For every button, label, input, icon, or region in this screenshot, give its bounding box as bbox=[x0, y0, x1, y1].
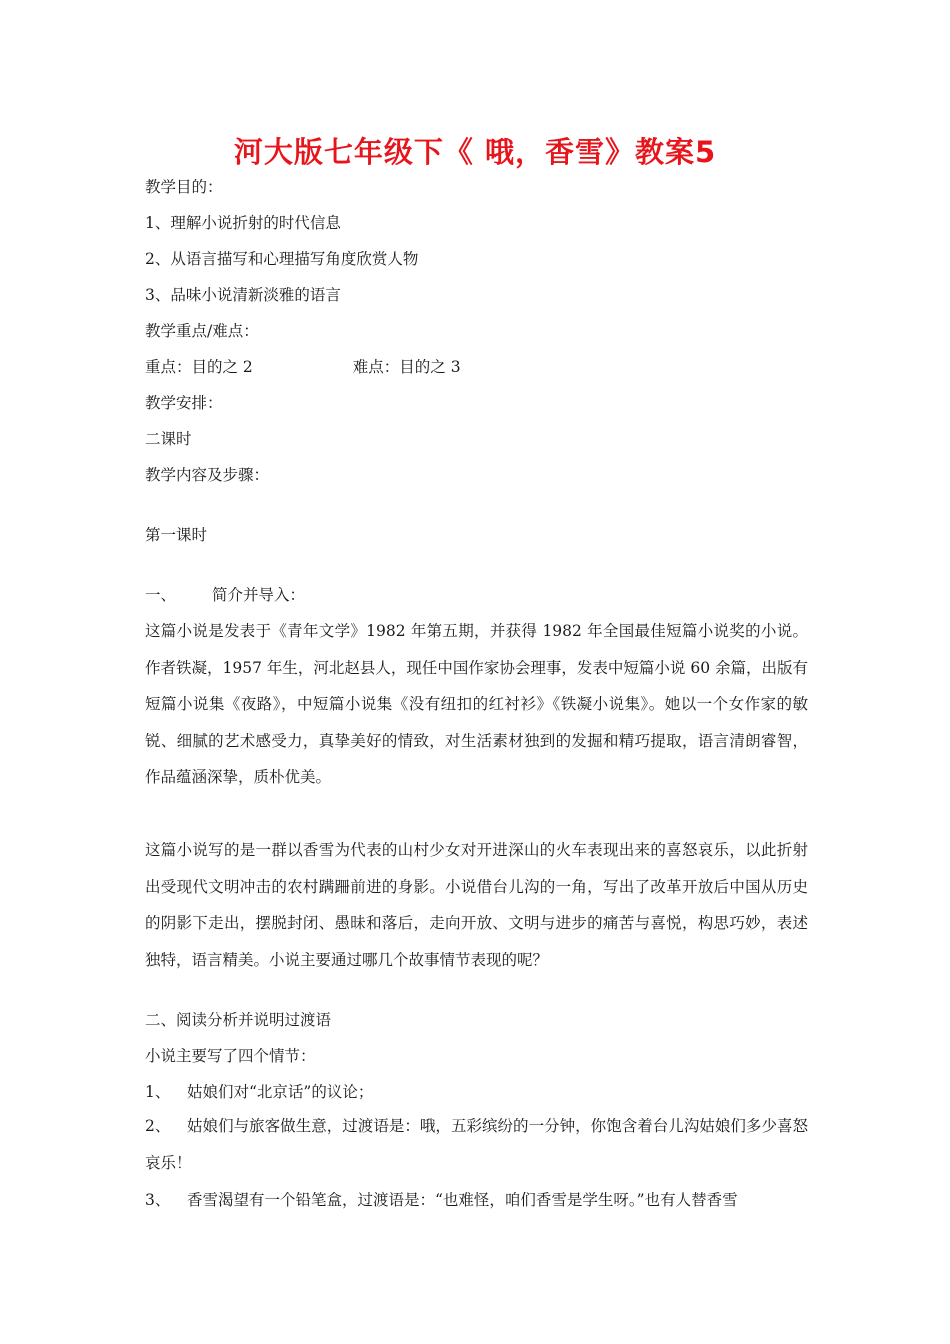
document-title: 河大版七年级下《 哦，香雪》教案5 bbox=[233, 135, 717, 169]
key-points-row bbox=[145, 357, 461, 377]
section1-number: 一、 bbox=[145, 586, 177, 604]
teaching-goals-label: 教学目的： bbox=[145, 178, 223, 196]
list-item-number: 1、 bbox=[145, 1083, 171, 1101]
list-item-number: 2、 bbox=[145, 1117, 171, 1135]
lesson1-heading: 第一课时 bbox=[145, 526, 208, 544]
section2-heading: 二、阅读分析并说明过渡语 bbox=[145, 1011, 332, 1029]
key-point: 重点：目的之 2 bbox=[145, 358, 253, 376]
section1-paragraph-1: 这篇小说是发表于《青年文学》1982 年第五期，并获得 1982 年全国最佳短篇小说奖的小说。作者铁凝，1957 年生，河北赵县人，现任中国作家协会理事，发表中短篇小说 60 余篇，出版有短篇小说集《夜路》，中短篇小说集《没有纽扣的红衬衫》《铁凝小说集》。她以一个女作家的敏锐、细腻的艺术感受力，真挚美好的情致，对生活素材独到的发掘和精巧提取，语言清朗睿智，作品蕴涵深挚，质朴优美。 bbox=[145, 622, 808, 786]
arrangement-value: 二课时 bbox=[145, 430, 192, 448]
section2-intro: 小说主要写了四个情节： bbox=[145, 1047, 316, 1065]
list-item bbox=[145, 1108, 808, 1181]
goal-item-3: 3、品味小说清新淡雅的语言 bbox=[145, 286, 341, 304]
section1-heading bbox=[145, 585, 305, 605]
goal-item-1: 1、理解小说折射的时代信息 bbox=[145, 214, 341, 232]
list-item-number: 3、 bbox=[145, 1191, 171, 1209]
list-item-text: 姑娘们与旅客做生意，过渡语是：哦，五彩缤纷的一分钟，你饱含着台儿沟姑娘们多少喜怒哀乐！ bbox=[145, 1117, 808, 1172]
list-item bbox=[145, 1190, 738, 1210]
list-item-text: 香雪渴望有一个铅笔盒，过渡语是：“也难怪，咱们香雪是学生呀。”也有人替香雪 bbox=[187, 1191, 738, 1209]
difficult-point: 难点：目的之 3 bbox=[352, 358, 461, 376]
key-points-label: 教学重点/难点： bbox=[145, 322, 259, 340]
arrangement-label: 教学安排： bbox=[145, 394, 223, 412]
section1-title: 简介并导入： bbox=[212, 586, 306, 604]
list-item-text: 姑娘们对“北京话”的议论； bbox=[187, 1083, 374, 1101]
section1-paragraph-2: 这篇小说写的是一群以香雪为代表的山村少女对开进深山的火车表现出来的喜怒哀乐，以此折射出受现代文明冲击的农村蹒跚前进的身影。小说借台儿沟的一角，写出了改革开放后中国从历史的阴影下走出，摆脱封闭、愚昧和落后，走向开放、文明与进步的痛苦与喜悦，构思巧妙，表述独特，语言精美。小说主要通过哪几个故事情节表现的呢？ bbox=[145, 841, 808, 969]
content-label: 教学内容及步骤： bbox=[145, 466, 270, 484]
list-item bbox=[145, 1082, 373, 1102]
goal-item-2: 2、从语言描写和心理描写角度欣赏人物 bbox=[145, 250, 419, 268]
